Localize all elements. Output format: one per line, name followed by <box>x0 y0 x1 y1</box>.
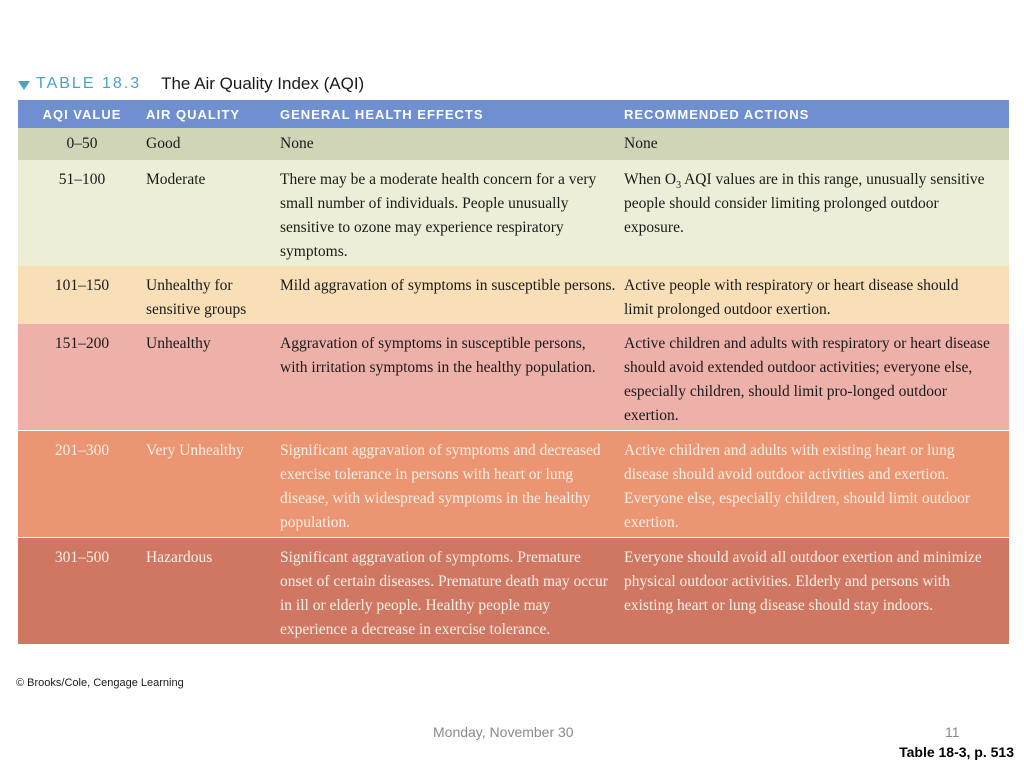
table-caption <box>18 72 364 96</box>
recommended-actions: None <box>624 128 1009 160</box>
actions-rest: AQI values are in this range, unusually sensitive people should consider limiting prolonged outdoor exposure. <box>624 171 985 236</box>
air-quality: Unhealthy <box>146 324 280 431</box>
aqi-range: 101–150 <box>18 266 146 324</box>
health-effects: Aggravation of symptoms in susceptible persons, with irritation symptoms in the healthy population. <box>280 324 624 431</box>
recommended-actions <box>624 160 1009 266</box>
triangle-down-icon <box>18 81 30 90</box>
table-title: The Air Quality Index (AQI) <box>161 74 365 93</box>
header-air-quality: AIR QUALITY <box>146 100 280 128</box>
recommended-actions: Active children and adults with existing heart or lung disease should avoid outdoor activities and exertion. Everyone else, especially children, should limit outdoor exertion. <box>624 431 1009 538</box>
aqi-range: 151–200 <box>18 324 146 431</box>
slide-number: 11 <box>945 724 960 740</box>
actions-subscript: 3 <box>676 180 682 192</box>
table-reference: Table 18-3, p. 513 <box>899 744 1014 760</box>
air-quality: Hazardous <box>146 538 280 645</box>
health-effects: None <box>280 128 624 160</box>
table-row-unhealthy <box>18 324 1009 431</box>
health-effects: Mild aggravation of symptoms in susceptible persons. <box>280 266 624 324</box>
copyright-notice: © Brooks/Cole, Cengage Learning <box>16 677 184 689</box>
table-row-good <box>18 128 1009 160</box>
air-quality: Moderate <box>146 160 280 266</box>
health-effects: Significant aggravation of symptoms and decreased exercise tolerance in persons with heart or lung disease, with widespread symptoms in the healthy population. <box>280 431 624 538</box>
table-row-unhealthy-sensitive <box>18 266 1009 324</box>
table-header-row <box>18 100 1009 128</box>
air-quality: Good <box>146 128 280 160</box>
aqi-range: 201–300 <box>18 431 146 538</box>
aqi-range: 0–50 <box>18 128 146 160</box>
header-health-effects: GENERAL HEALTH EFFECTS <box>280 100 624 128</box>
footer-date: Monday, November 30 <box>433 724 574 740</box>
air-quality: Very Unhealthy <box>146 431 280 538</box>
aqi-range: 51–100 <box>18 160 146 266</box>
table-row-hazardous <box>18 538 1009 645</box>
actions-prefix: When O <box>624 171 677 188</box>
air-quality: Unhealthy for sensitive groups <box>146 266 280 324</box>
recommended-actions: Active children and adults with respiratory or heart disease should avoid extended outdoor activities; everyone else, especially children, should limit pro-longed outdoor exertion. <box>624 324 1009 431</box>
table-row-very-unhealthy <box>18 431 1009 538</box>
recommended-actions: Active people with respiratory or heart disease should limit prolonged outdoor exertion. <box>624 266 1009 324</box>
header-aqi-value: AQI VALUE <box>18 100 146 128</box>
recommended-actions: Everyone should avoid all outdoor exertion and minimize physical outdoor activities. Elderly and persons with existing heart or lung disease should stay indoors. <box>624 538 1009 645</box>
table-row-moderate <box>18 160 1009 266</box>
health-effects: Significant aggravation of symptoms. Premature onset of certain diseases. Premature death may occur in ill or elderly people. Healthy people may experience a decrease in exercise tolerance. <box>280 538 624 645</box>
health-effects: There may be a moderate health concern for a very small number of individuals. People unusually sensitive to ozone may experience respiratory symptoms. <box>280 160 624 266</box>
aqi-range: 301–500 <box>18 538 146 645</box>
table-label: TABLE 18.3 <box>36 75 142 92</box>
header-recommended-actions: RECOMMENDED ACTIONS <box>624 100 1009 128</box>
aqi-table <box>18 100 1009 644</box>
